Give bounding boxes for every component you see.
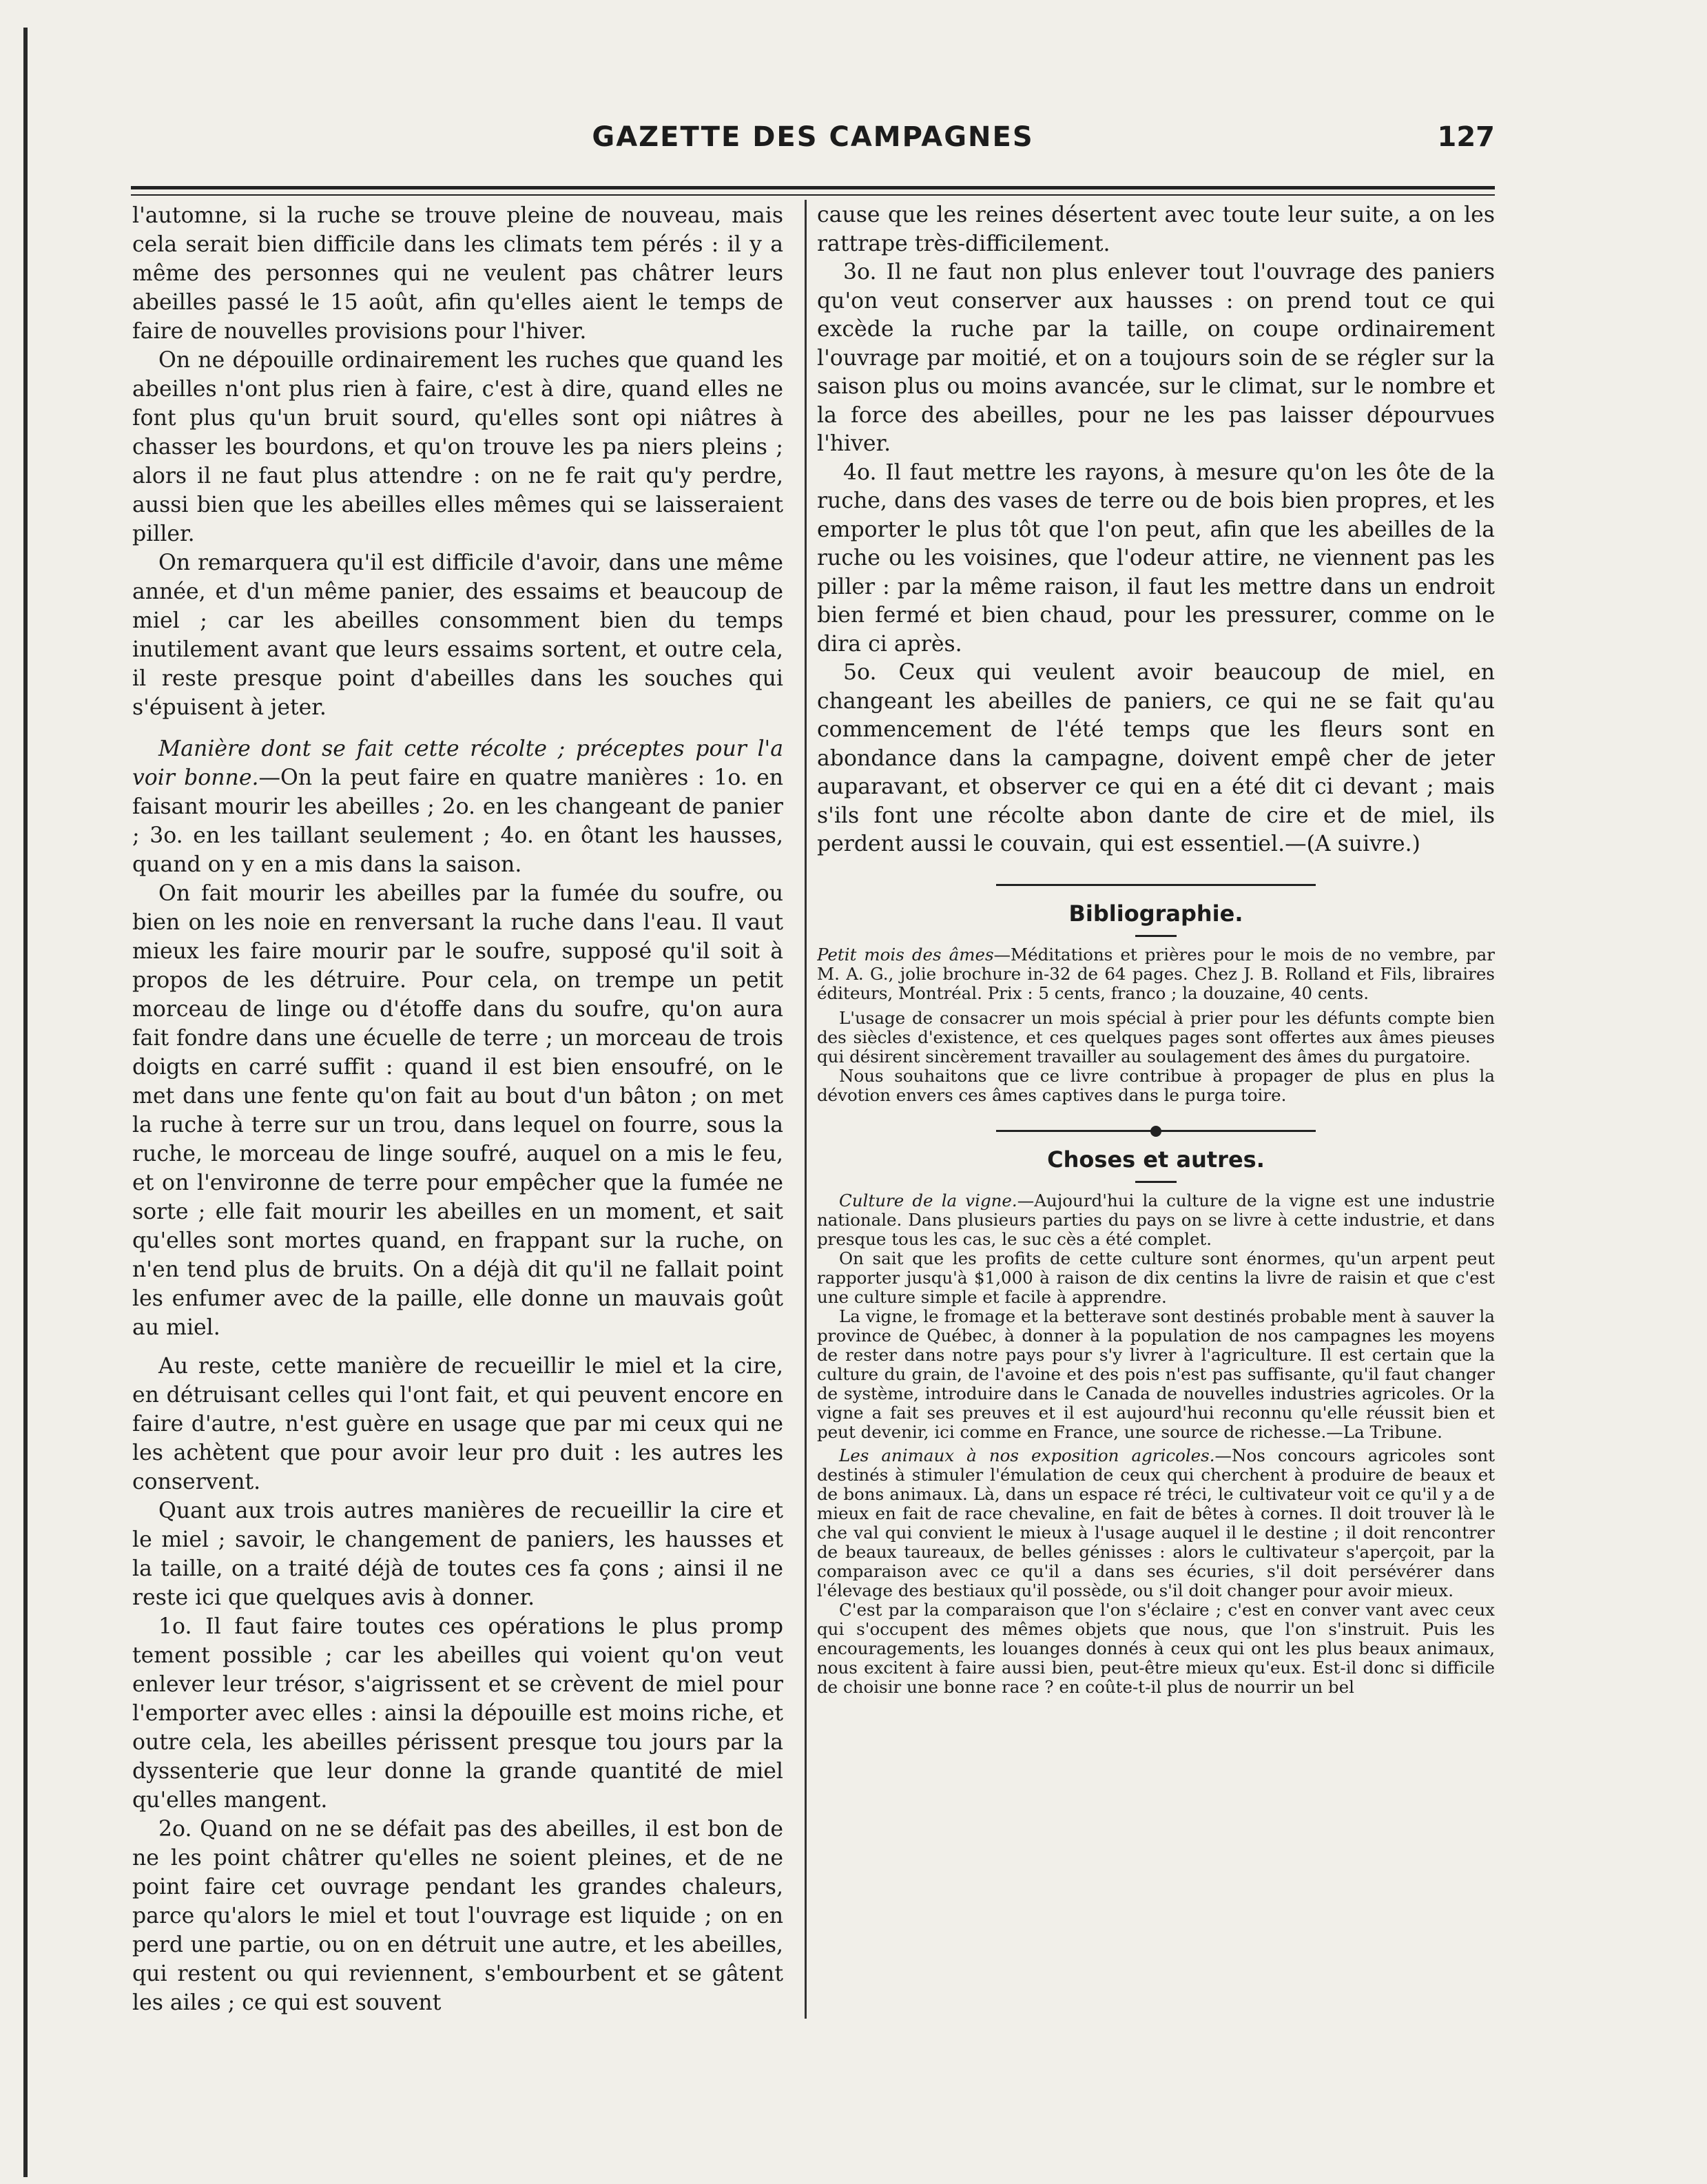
section-title-bibliographie: Bibliographie. (1068, 900, 1243, 927)
section-divider (817, 1120, 1495, 1141)
divider-line (996, 884, 1316, 886)
header-rule-thick (131, 186, 1495, 189)
article-vigne-lead: Culture de la vigne. (839, 1190, 1017, 1211)
paragraph: Au reste, cette manière de recueillir le miel et la cire, en détruisant celles qui l'ont fait, et qui peuvent encore en faire d'autre, n'est guère en usage que par mi ceux qui ne les achètent que pour avoir leur pro duit : les autres les conservent. (132, 1354, 783, 1494)
paragraph: l'automne, si la ruche se trouve pleine de nouveau, mais cela serait bien difficile dans les climats tem pérés : il y a même des personnes qui ne veulent pas châtrer leurs abeilles passé le 15 août, afin qu'elles aient le temps de faire de nouvelles provisions pour l'hiver. (132, 203, 783, 344)
bibliography-entry-lead: Petit mois des âmes (817, 944, 994, 965)
title-underline (1135, 1181, 1177, 1183)
article-animaux (817, 1446, 1495, 1600)
bibliography-entry-text: —Méditations et prières pour le mois de no vembre, par M. A. G., jolie brochure in-32 de 64 pages. Chez J. B. Rolland et Fils, libraires éditeurs, Montréal. Prix : 5 cents, franco ; la douzaine, 40 cents. (817, 944, 1495, 1003)
paragraph: C'est par la comparaison que l'on s'éclaire ; c'est en conver vant avec ceux qui s'occupent des mêmes objets que nous, que l'on s'instruit. Puis les encouragements, les louanges donnés à ceux qui ont les plus beaux animaux, nous excitent à faire aussi bien, peut-être mieux qu'eux. Est-il donc si difficile de choisir une bonne race ? en coûte-t-il plus de nourrir un bel (817, 1599, 1495, 1697)
section-title-choses: Choses et autres. (1047, 1146, 1265, 1173)
page-number: 127 (1437, 121, 1495, 153)
left-column (132, 201, 783, 2020)
right-column (817, 201, 1495, 2020)
paragraph: 5o. Ceux qui veulent avoir beaucoup de miel, en changeant les abeilles de paniers, ce qui ne se fait qu'au commencement de l'été temps que les fleurs sont en abondance dans la campagne, doivent empê cher de jeter auparavant, et observer ce qui en a été dit ci devant ; mais s'ils font une récolte abon dante de cire et de miel, ils perdent aussi le couvain, qui est essentiel.—(A suivre.) (817, 660, 1495, 856)
paragraph: La vigne, le fromage et la betterave sont destinés probable ment à sauver la province de Québec, à donner à la population de nos campagnes les moyens de rester dans notre pays pour s'y livrer à l'agriculture. Il est certain que la culture du grain, de l'avoine et des pois n'est pas suffisante, qu'il faut changer de système, introduire dans le Canada de nouvelles industries agricoles. Or la vigne a fait ses preuves et il est aujourd'hui reconnu qu'elle réussit bien et peut devenir, ici comme en France, une source de richesse.—La Tribune. (817, 1306, 1495, 1442)
title-underline (1135, 935, 1177, 937)
article-vigne (817, 1191, 1495, 1249)
page-header (131, 121, 1495, 169)
paragraph: L'usage de consacrer un mois spécial à prier pour les défunts compte bien des siècles d'existence, et ces quelques pages sont offertes aux âmes pieuses qui désirent sincèrement travailler au soulagement des âmes du purgatoire. (817, 1007, 1495, 1067)
divider-ornament (1150, 1126, 1161, 1137)
binding-edge-rule (23, 28, 28, 2177)
article-animaux-text: —Nos concours agricoles sont destinés à stimuler l'émulation de ceux qui cherchent à produire de beaux et de bons animaux. Là, dans un espace ré tréci, le cultivateur voit ce qu'il y a de mieux en fait de race chevaline, en fait de bêtes à cornes. Il doit trouver là le che val qui convient le mieux à l'usage auquel il le destine ; il doit rencontrer de beaux taureaux, de belles génisses : alors le cultivateur s'aperçoit, par la comparaison avec ce qu'il a dans ses écuries, s'il doit persévérer dans l'élevage des bestiaux qu'il possède, ou s'il doit changer pour avoir mieux. (817, 1445, 1495, 1600)
paragraph: 1o. Il faut faire toutes ces opérations le plus promp tement possible ; car les abeilles qui voient qu'on veut enlever leur trésor, s'aigrissent et se crèvent de miel pour l'emporter avec elles : ainsi la dépouille est moins riche, et outre cela, les abeilles périssent presque tou jours par la dyssenterie que leur donne la grande quantité de miel qu'elles mangent. (132, 1614, 783, 1813)
column-divider (805, 200, 807, 2019)
paragraph: On ne dépouille ordinairement les ruches que quand les abeilles n'ont plus rien à faire, c'est à dire, quand elles ne font plus qu'un bruit sourd, qu'elles sont opi niâtres à chasser les bourdons, et qu'on trouve les pa niers pleins ; alors il ne faut plus attendre : on ne fe rait qu'y perdre, aussi bien que les abeilles elles mêmes qui se laisseraient piller. (132, 348, 783, 546)
paragraph: 3o. Il ne faut non plus enlever tout l'ouvrage des paniers qu'on veut conserver aux hausses : on prend tout ce qui excède la ruche par la taille, on coupe ordinairement l'ouvrage par moitié, et on a toujours soin de se régler sur la saison plus ou moins avancée, sur le climat, sur le nombre et la force des abeilles, pour ne les pas laisser dépourvues l'hiver. (817, 260, 1495, 456)
paragraph: On fait mourir les abeilles par la fumée du soufre, ou bien on les noie en renversant la ruche dans l'eau. Il vaut mieux les faire mourir par le soufre, supposé qu'il soit à propos de les détruire. Pour cela, on trempe un petit morceau de linge ou d'étoffe dans du soufre, qu'on aura fait fondre dans une écuelle de terre ; un morceau de trois doigts en carré suffit : quand il est bien ensoufré, on le met dans une fente qu'on fait au bout d'un bâton ; on met la ruche à terre sur un trou, dans lequel on fourre, sous la ruche, le morceau de linge soufré, auquel on a mis le feu, et on l'environne de terre pour empêcher que la fumée ne sorte ; elle fait mourir les abeilles en un moment, et sait qu'elles sont mortes quand, en frappant sur la ruche, on n'en tend plus de bruits. On a déjà dit qu'il ne fallait point les enfumer avec de la paille, elle donne un mauvais goût au miel. (132, 881, 783, 1340)
header-rule-thin (131, 194, 1495, 196)
method-text: —On la peut faire en quatre manières : 1o. en faisant mourir les abeilles ; 2o. en les changeant de panier ; 3o. en les taillant seulement ; 4o. en ôtant les hausses, quand on y en a mis dans la saison. (132, 765, 783, 877)
paragraph: Nous souhaitons que ce livre contribue à propager de plus en plus la dévotion envers ces âmes captives dans le purga toire. (817, 1065, 1495, 1105)
publication-title: GAZETTE DES CAMPAGNES (592, 121, 1034, 153)
article-vigne-text: —Aujourd'hui la culture de la vigne est une industrie nationale. Dans plusieurs parties du pays on se livre à cette industrie, et dans presque tous les cas, le suc cès a été complet. (817, 1190, 1495, 1249)
paragraph: On remarquera qu'il est difficile d'avoir, dans une même année, et d'un même panier, des essaims et beaucoup de miel ; car les abeilles consomment bien du temps inutilement avant que leurs essaims sortent, et outre cela, il reste presque point d'abeilles dans les souches qui s'épuisent à jeter. (132, 550, 783, 720)
paragraph: 2o. Quand on ne se défait pas des abeilles, il est bon de ne les point châtrer qu'elles ne soient pleines, et de ne point faire cet ouvrage pendant les grandes chaleurs, parce qu'alors le miel et tout l'ouvrage est liquide ; on en perd une partie, ou on en détruit une autre, et les abeilles, qui restent ou qui reviennent, s'embourbent et se gâtent les ailes ; ce qui est souvent (132, 1817, 783, 2015)
paragraph: Quant aux trois autres manières de recueillir la cire et le miel ; savoir, le changement de paniers, les hausses et la taille, on a traité déjà de toutes ces fa çons ; ainsi il ne reste ici que quelques avis à donner. (132, 1498, 783, 1610)
article-animaux-lead: Les animaux à nos exposition agricoles. (839, 1445, 1215, 1465)
paragraph: 4o. Il faut mettre les rayons, à mesure qu'on les ôte de la ruche, dans des vases de terre ou de bois bien propres, et les emporter le plus tôt que l'on peut, afin que les abeilles de la ruche ou les voisines, que l'odeur attire, ne viennent pas les piller : par la même raison, il faut les mettre dans un endroit bien fermé et bien chaud, pour les pressurer, comme on le dira ci après. (817, 460, 1495, 657)
paragraph: cause que les reines désertent avec toute leur suite, a on les rattrape très-difficilement. (817, 203, 1495, 256)
bibliography-entry (817, 945, 1495, 1003)
section-divider (817, 874, 1495, 895)
paragraph-method (132, 734, 783, 879)
method-lead: Manière dont se fait cette récolte ; préceptes pour l'a voir bonne. (132, 736, 783, 790)
paragraph: On sait que les profits de cette culture sont énormes, qu'un arpent peut rapporter jusqu'à $1,000 à raison de dix centins la livre de raisin et que c'est une culture simple et facile à apprendre. (817, 1248, 1495, 1307)
